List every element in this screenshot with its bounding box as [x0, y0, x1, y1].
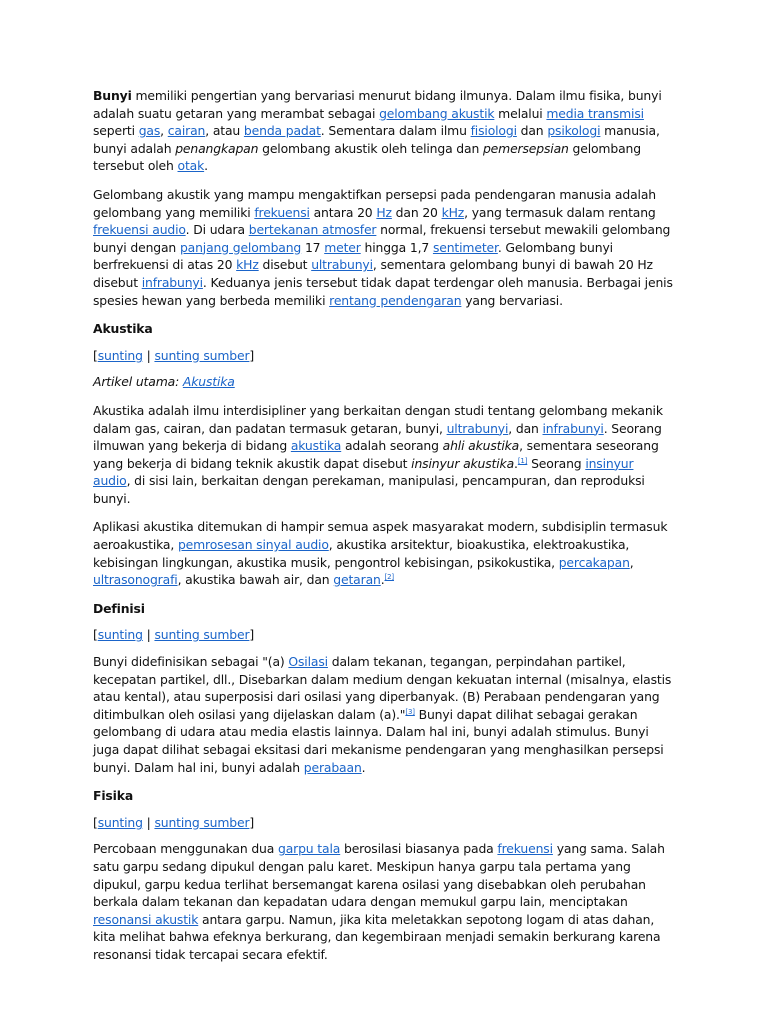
link-infrabunyi[interactable]: infrabunyi — [542, 420, 604, 436]
reference-link[interactable]: [2] — [384, 573, 394, 582]
link-resonansi-akustik[interactable]: resonansi akustik — [93, 911, 199, 927]
link-ultrabunyi[interactable]: ultrabunyi — [311, 257, 373, 273]
link-cairan[interactable]: cairan — [167, 123, 206, 139]
link-osilasi[interactable]: Osilasi — [288, 654, 328, 670]
edit-link[interactable]: sunting — [97, 627, 143, 643]
intro-paragraph: Bunyi memiliki pengertian yang bervariasi menurut bidang ilmunya. Dalam ilmu fisika, bunyi adalah suatu getaran yang merambat sebagai gelombang akustik melalui media transmisi seperti gas, cairan, atau benda padat. Sementara dalam ilmu fisiologi dan psikologi manusia, bunyi adalah penangkapan gelombang akustik oleh telinga dan pemersepsian gelombang tersebut oleh otak. — [93, 88, 662, 174]
link-rentang-pendengaran[interactable]: rentang pendengaran — [329, 292, 462, 308]
edit-source-link[interactable]: sunting sumber — [154, 347, 250, 363]
reference-link[interactable]: [3] — [405, 707, 415, 716]
section-heading-definisi: Definisi — [93, 600, 145, 616]
edit-links-fisika: [sunting | sunting sumber] — [93, 814, 255, 830]
edit-source-link[interactable]: sunting sumber — [154, 814, 250, 830]
section-heading-akustika: Akustika — [93, 321, 153, 337]
link-gas[interactable]: gas — [138, 123, 161, 139]
link-infrabunyi[interactable]: infrabunyi — [141, 274, 203, 290]
main-article-note: Artikel utama: Akustika — [93, 374, 235, 390]
link-frekuensi[interactable]: frekuensi — [254, 204, 310, 220]
link-khz-2[interactable]: kHz — [236, 257, 259, 273]
link-frekuensi[interactable]: frekuensi — [497, 841, 553, 857]
term-bold: Bunyi — [93, 88, 132, 103]
link-insinyur-audio[interactable]: insinyur audio — [93, 455, 634, 489]
physics-paragraph: Percobaan menggunakan dua garpu tala berosilasi biasanya pada frekuensi yang sama. Salah satu garpu sedang dipukul dengan palu karet. Meskipun hanya garpu tala pertama yang dipukul, garpu kedua terlihat bersemangat karena osilasi yang disebabkan oleh perubahan berkala dalam tekanan dan kepadatan udara dengan memukul garpu lain, menciptakan resonansi akustik antara garpu. Namun, jika kita meletakkan sepotong logam di atas dahan, kita melihat bahwa efeknya berkurang, dan kegembiraan menjadi semakin berkurang karena resonansi tidak tercapai secara efektif. — [93, 841, 665, 962]
link-akustika[interactable]: akustika — [290, 438, 342, 454]
link-psikologi[interactable]: psikologi — [547, 123, 601, 139]
edit-links-definisi: [sunting | sunting sumber] — [93, 627, 255, 643]
link-otak[interactable]: otak — [177, 158, 205, 174]
link-main-article-akustika[interactable]: Akustika — [182, 374, 235, 390]
link-ultrabunyi[interactable]: ultrabunyi — [446, 420, 509, 436]
edit-link[interactable]: sunting — [97, 814, 143, 830]
link-fisiologi[interactable]: fisiologi — [470, 123, 517, 139]
link-benda-padat[interactable]: benda padat — [243, 123, 321, 139]
link-sentimeter[interactable]: sentimeter — [432, 239, 498, 255]
edit-links-akustika: [sunting | sunting sumber] — [93, 347, 255, 363]
link-gelombang-akustik[interactable]: gelombang akustik — [379, 105, 495, 121]
section-heading-fisika: Fisika — [93, 788, 134, 804]
link-perabaan[interactable]: perabaan — [303, 759, 362, 775]
applications-paragraph: Aplikasi akustika ditemukan di hampir semua aspek masyarakat modern, subdisiplin termasuk aeroakustika, pemrosesan sinyal audio, akustika arsitektur, bioakustika, elektroakustika, kebisingan lingkungan, akustika musik, pengontrol kebisingan, psikokustika, percakapan, ultrasonografi, akustika bawah air, dan getaran.[2] — [93, 519, 668, 588]
link-garpu-tala[interactable]: garpu tala — [277, 841, 341, 857]
link-bertekanan-atmosfer[interactable]: bertekanan atmosfer — [248, 222, 377, 238]
link-hz[interactable]: Hz — [376, 204, 392, 220]
link-khz[interactable]: kHz — [441, 204, 465, 220]
link-pemrosesan-sinyal-audio[interactable]: pemrosesan sinyal audio — [177, 537, 329, 553]
link-ultrasonografi[interactable]: ultrasonografi — [93, 572, 178, 588]
link-percakapan[interactable]: percakapan — [558, 554, 630, 570]
link-panjang-gelombang[interactable]: panjang gelombang — [179, 239, 302, 255]
reference-link[interactable]: [1] — [517, 456, 528, 465]
definition-paragraph: Bunyi didefinisikan sebagai "(a) Osilasi dalam tekanan, tegangan, perpindahan partikel, kecepatan partikel, dll., Disebarkan dalam medium dengan kekuatan internal (misalnya, elastis atau kental), atau superposisi dari osilasi yang diperbanyak. (B) Perabaan pendengaran yang ditimbulkan oleh osilasi yang dijelaskan dalam (a)."[3] Bunyi dapat dilihat sebagai gerakan gelombang di udara atau media elastis lainnya. Dalam hal ini, bunyi adalah stimulus. Bunyi juga dapat dilihat sebagai eksitasi dari mekanisme pendengaran yang menghasilkan persepsi bunyi. Dalam hal ini, bunyi adalah perabaan. — [93, 654, 672, 775]
edit-link[interactable]: sunting — [97, 347, 143, 363]
link-frekuensi-audio[interactable]: frekuensi audio — [93, 222, 186, 238]
link-getaran[interactable]: getaran — [333, 572, 381, 588]
link-meter[interactable]: meter — [324, 239, 361, 255]
frequency-paragraph: Gelombang akustik yang mampu mengaktifkan persepsi pada pendengaran manusia adalah gelombang yang memiliki frekuensi antara 20 Hz dan 20 kHz, yang termasuk dalam rentang frekuensi audio. Di udara bertekanan atmosfer normal, frekuensi tersebut mewakili gelombang bunyi dengan panjang gelombang 17 meter hingga 1,7 sentimeter. Gelombang bunyi berfrekuensi di atas 20 kHz disebut ultrabunyi, sementara gelombang bunyi di bawah 20 Hz disebut infrabunyi. Keduanya jenis tersebut tidak dapat terdengar oleh manusia. Berbagai jenis spesies hewan yang berbeda memiliki rentang pendengaran yang bervariasi. — [93, 186, 673, 308]
link-media-transmisi[interactable]: media transmisi — [546, 105, 644, 121]
edit-source-link[interactable]: sunting sumber — [154, 627, 250, 643]
acoustics-paragraph: Akustika adalah ilmu interdisipliner yang berkaitan dengan studi tentang gelombang mekanik dalam gas, cairan, dan padatan termasuk getaran, bunyi, ultrabunyi, dan infrabunyi. Seorang ilmuwan yang bekerja di bidang akustika adalah seorang ahli akustika, sementara seseorang yang bekerja di bidang teknik akustik dapat disebut insinyur akustika.[1] Seorang insinyur audio, di sisi lain, berkaitan dengan perekaman, manipulasi, pencampuran, dan reproduksi bunyi. — [93, 402, 663, 506]
